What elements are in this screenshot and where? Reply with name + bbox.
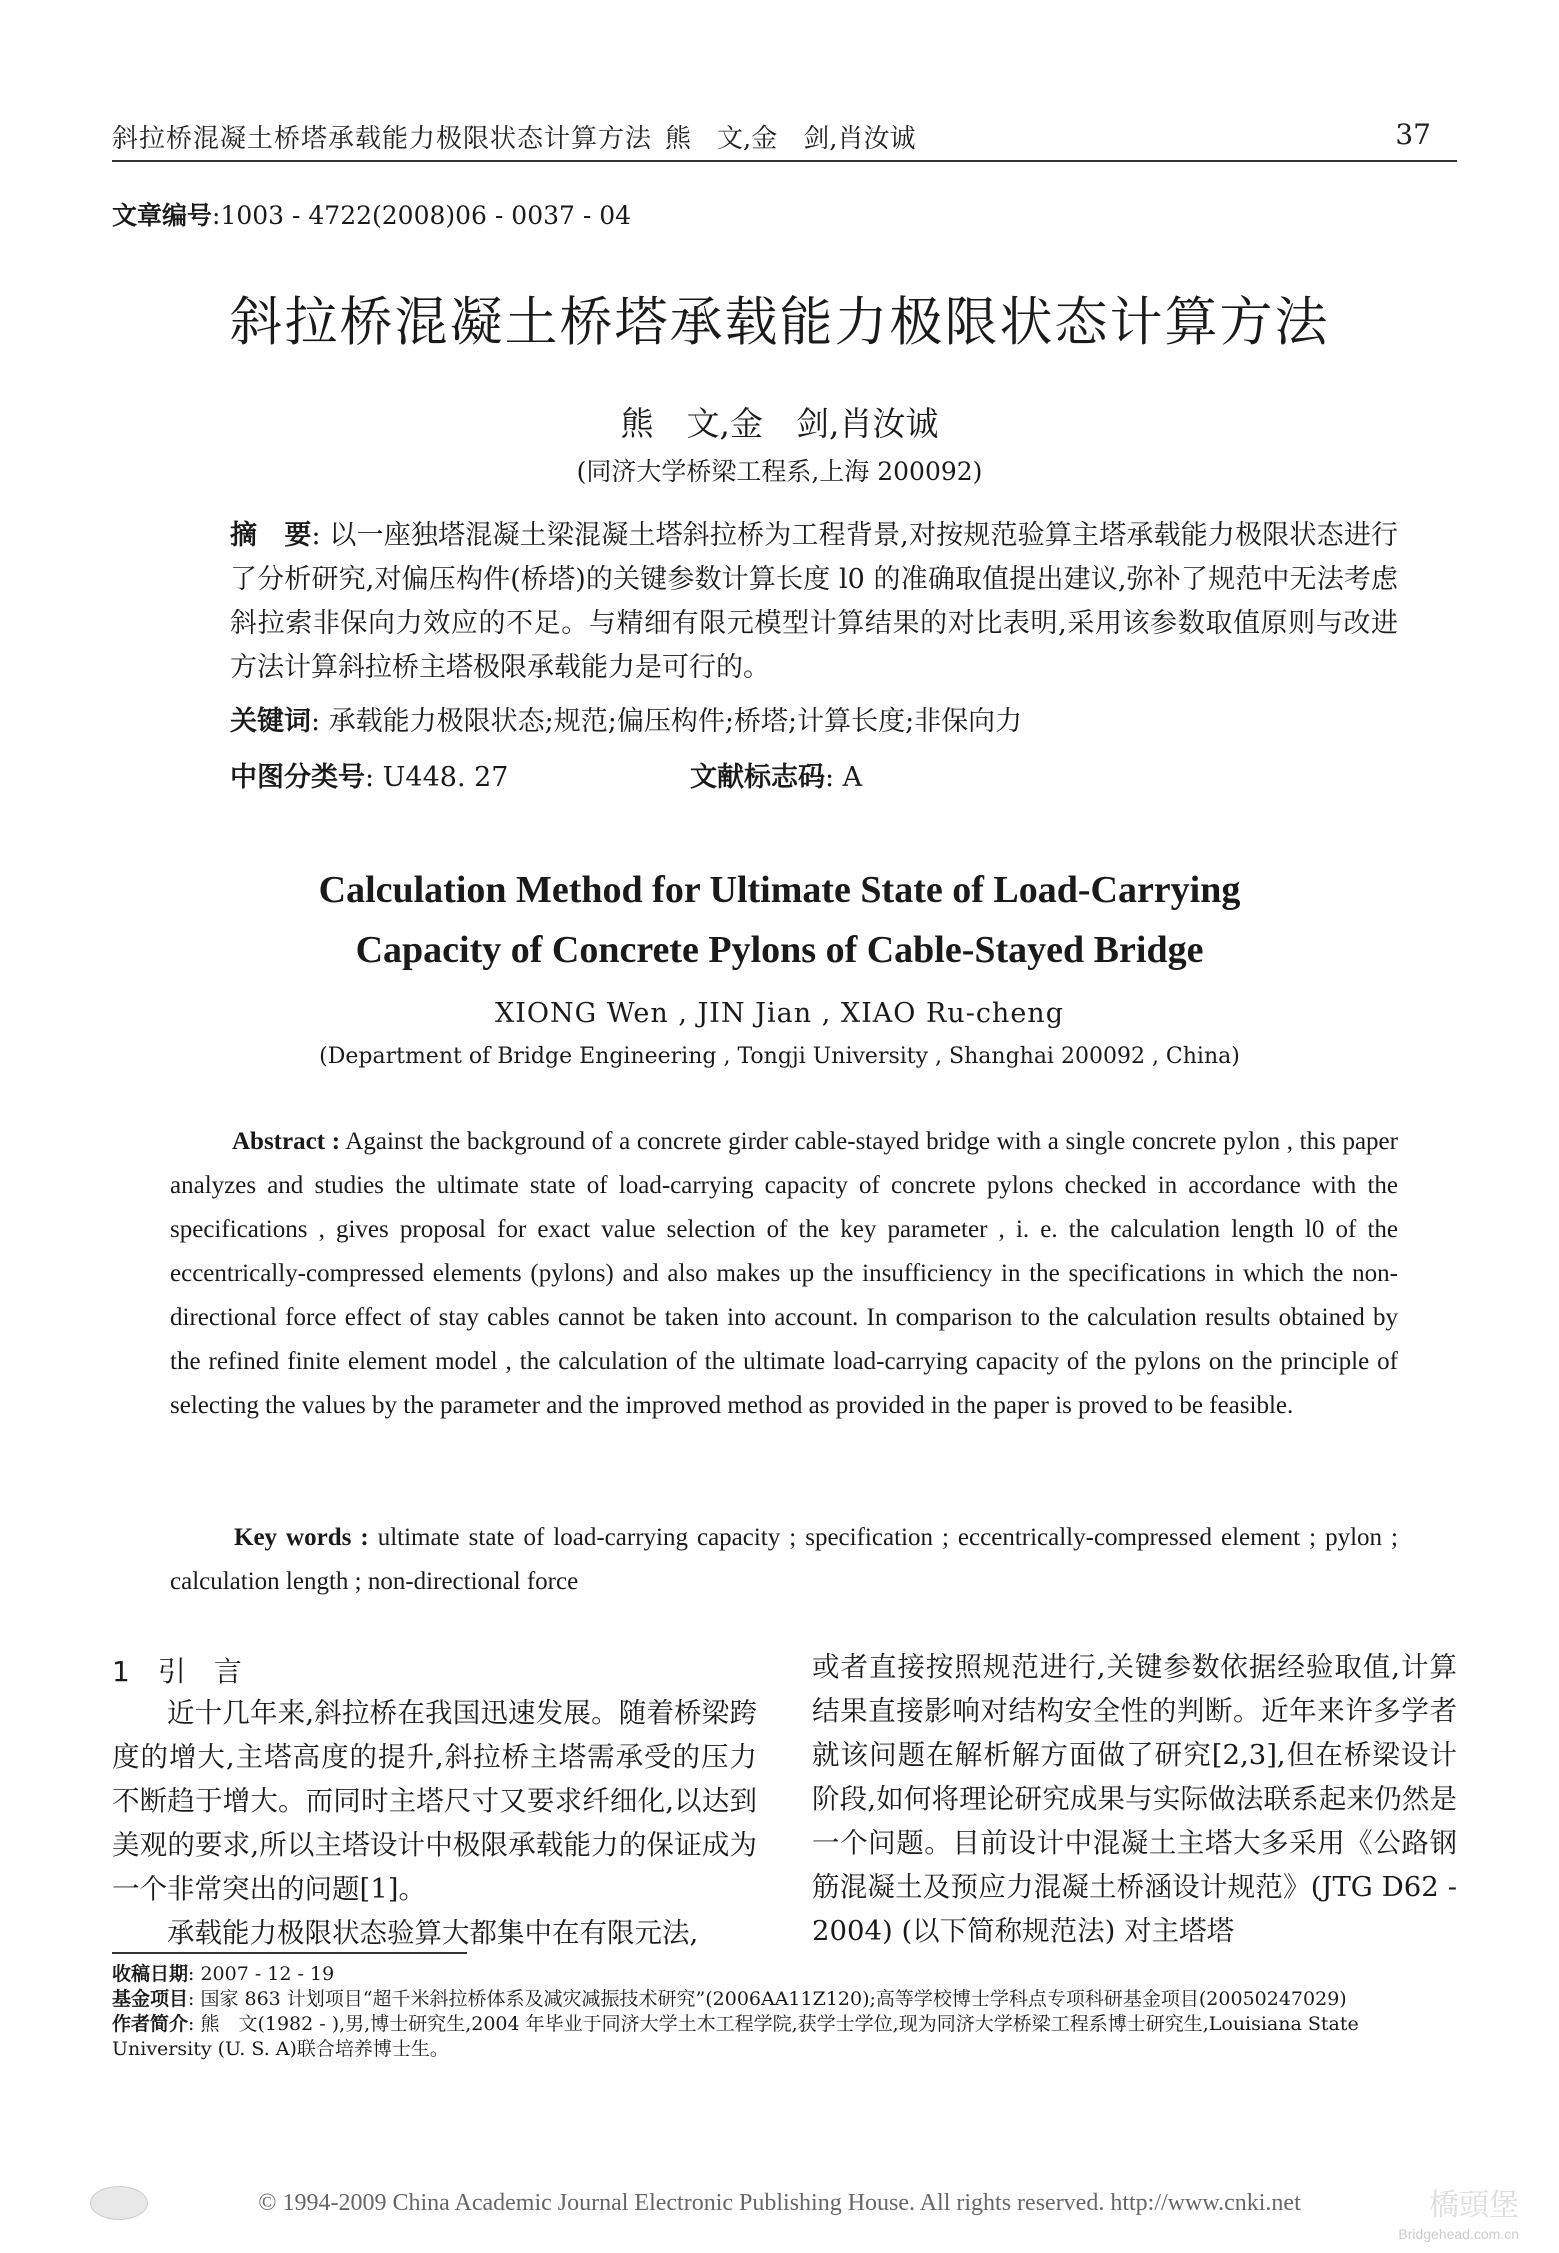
document-code-value: : A bbox=[825, 762, 863, 793]
bridgehead-watermark-url: Bridgehead.com.cn bbox=[1398, 2226, 1519, 2242]
author-bio-value: : 熊 文(1982 - ),男,博士研究生,2004 年毕业于同济大学土木工程学院,获学士学位,现为同济大学桥梁工程系博士研究生,Louisiana State University (U. S. A)联合培养博士生。 bbox=[112, 2013, 1359, 2060]
article-number bbox=[112, 196, 631, 232]
running-header-authors: 熊 文,金 剑,肖汝诚 bbox=[665, 124, 916, 154]
abstract-cn-text: : 以一座独塔混凝土梁混凝土塔斜拉桥为工程背景,对按规范验算主塔承载能力极限状态进行了分析研究,对偏压构件(桥塔)的关键参数计算长度 l0 的准确取值提出建议,弥补了规范中无法考虑斜拉索非保向力效应的不足。与精细有限元模型计算结果的对比表明,采用该参数取值原则与改进方法计算斜拉桥主塔极限承载能力是可行的。 bbox=[230, 520, 1399, 683]
section-heading-introduction: 1 引 言 bbox=[112, 1655, 242, 1688]
paper-title-cn: 斜拉桥混凝土桥塔承载能力极限状态计算方法 bbox=[229, 292, 1330, 353]
affiliation-en: (Department of Bridge Engineering , Tongji University , Shanghai 200092 , China) bbox=[319, 1044, 1240, 1069]
article-number-label: 文章编号 bbox=[112, 201, 213, 230]
header-divider bbox=[112, 160, 1457, 162]
affiliation-cn: (同济大学桥梁工程系,上海 200092) bbox=[576, 457, 983, 486]
keywords-cn-label: 关键词 bbox=[230, 706, 311, 737]
keywords-en bbox=[170, 1516, 1398, 1604]
fund-value: : 国家 863 计划项目“超千米斜拉桥体系及减灾减振技术研究”(2006AA11Z120);高等学校博士学科点专项科研基金项目(20050247029) bbox=[188, 1988, 1347, 2010]
document-code-label: 文献标志码 bbox=[690, 762, 825, 793]
classification-value: : U448. 27 bbox=[365, 762, 509, 793]
keywords-cn bbox=[230, 700, 1398, 744]
footnotes bbox=[112, 1962, 1442, 2062]
body-column-right: 或者直接按照规范进行,关键参数依据经验取值,计算结果直接影响对结构安全性的判断。近年来许多学者就该问题在解析解方面做了研究[2,3],但在桥梁设计阶段,如何将理论研究成果与实际做法联系起来仍然是一个问题。目前设计中混凝土主塔大多采用《公路钢筋混凝土及预应力混凝土桥涵设计规范》(JTG D62 - 2004) (以下简称规范法) 对主塔塔 bbox=[812, 1651, 1457, 1947]
footnote-received bbox=[112, 1962, 1442, 1987]
fund-label: 基金项目 bbox=[112, 1988, 189, 2010]
paper-title-en bbox=[0, 860, 1559, 980]
bridgehead-watermark: 橋頭堡 bbox=[1429, 2188, 1519, 2223]
received-value: : 2007 - 12 - 19 bbox=[188, 1963, 335, 1985]
intro-paragraph-1: 近十几年来,斜拉桥在我国迅速发展。随着桥梁跨度的增大,主塔高度的提升,斜拉桥主塔需承受的压力不断趋于增大。而同时主塔尺寸又要求纤细化,以达到美观的要求,所以主塔设计中极限承载能力的保证成为一个非常突出的问题[1]。 bbox=[112, 1697, 757, 1905]
intro-paragraph-2: 承载能力极限状态验算大都集中在有限元法, bbox=[167, 1917, 699, 1949]
abstract-cn bbox=[230, 514, 1398, 690]
body-column-left bbox=[112, 1691, 757, 1955]
authors-cn: 熊 文,金 剑,肖汝诚 bbox=[620, 404, 939, 443]
abstract-cn-label: 摘 要 bbox=[230, 520, 312, 551]
received-label: 收稿日期 bbox=[112, 1963, 189, 1985]
abstract-en-text: Against the background of a concrete girder cable-stayed bridge with a single concrete pylon , this paper analyzes and studies the ultimate state of load-carrying capacity of concrete pylons checked in accordance with the specifications , gives proposal for exact value selection of the key parameter , i. e. the calculation length l0 of the eccentrically-compressed elements (pylons) and also makes up the insufficiency in the specifications in which the non-directional force effect of stay cables cannot be taken into account. In comparison to the calculation results obtained by the refined finite element model , the calculation of the ultimate load-carrying capacity of the pylons on the principle of selecting the values by the parameter and the improved method as provided in the paper is proved to be feasible. bbox=[170, 1128, 1398, 1419]
keywords-en-label: Key words : bbox=[234, 1524, 369, 1551]
footnote-author bbox=[112, 2012, 1442, 2062]
keywords-cn-text: : 承载能力极限状态;规范;偏压构件;桥塔;计算长度;非保向力 bbox=[311, 706, 1023, 737]
authors-en: XIONG Wen , JIN Jian , XIAO Ru-cheng bbox=[495, 998, 1064, 1029]
page-number: 37 bbox=[1395, 118, 1431, 151]
abstract-en bbox=[170, 1120, 1398, 1428]
classification-number bbox=[230, 755, 509, 794]
author-bio-label: 作者简介 bbox=[112, 2013, 189, 2035]
abstract-en-label: Abstract : bbox=[232, 1128, 341, 1155]
footnote-fund bbox=[112, 1987, 1442, 2012]
running-header-title: 斜拉桥混凝土桥塔承载能力极限状态计算方法 bbox=[112, 124, 653, 154]
footnote-divider bbox=[112, 1952, 467, 1954]
paper-title-en-line2: Capacity of Concrete Pylons of Cable-Stayed Bridge bbox=[355, 929, 1204, 971]
paper-title-en-line1: Calculation Method for Ultimate State of Load-Carrying bbox=[318, 869, 1241, 911]
copyright-notice: © 1994-2009 China Academic Journal Electronic Publishing House. All rights reserved. http://www.cnki.net bbox=[258, 2190, 1301, 2216]
keywords-en-text: ultimate state of load-carrying capacity ; specification ; eccentrically-compressed element ; pylon ; calculation length ; non-directional force bbox=[170, 1524, 1398, 1595]
classification-label: 中图分类号 bbox=[230, 762, 365, 793]
article-number-value: :1003 - 4722(2008)06 - 0037 - 04 bbox=[212, 201, 632, 230]
document-code bbox=[690, 755, 862, 794]
